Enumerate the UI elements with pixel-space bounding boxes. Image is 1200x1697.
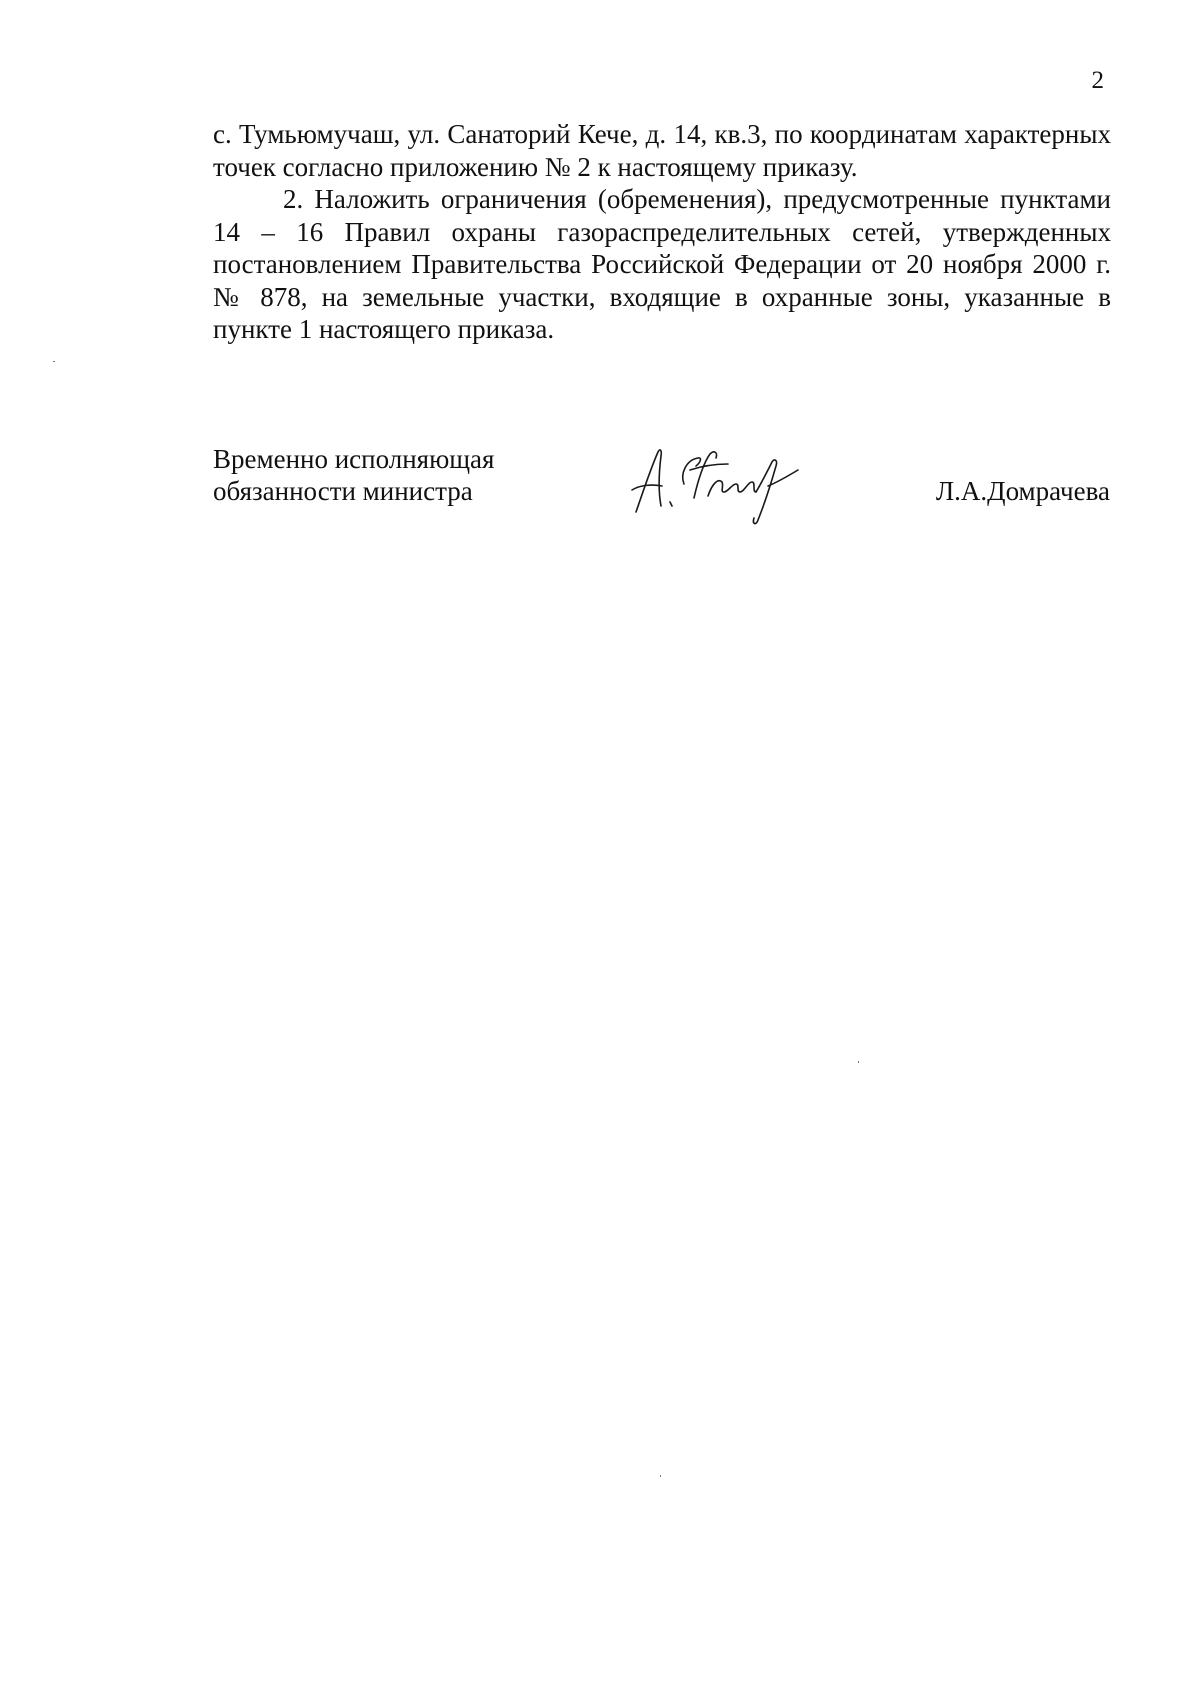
paragraph-restrictions: 2. Наложить ограничения (обременения), предусмотренные пунктами 14 – 16 Правил охраны газораспределительных сетей, утвержденных постановлением Правительства Российской Федерации от 20 ноября 2000 г. № 878, на земельные участки, входящие в охранные зоны, указанные в пункте 1 настоящего приказа. (213, 184, 1111, 344)
position-line-2: обязанности министра (213, 476, 473, 506)
paragraph-address: с. Тумьюмучаш, ул. Санаторий Кече, д. 14, кв.3, по координатам характерных точек согласно приложению № 2 к настоящему приказу. (213, 119, 1111, 182)
page-number: 2 (1091, 67, 1104, 94)
document-body (213, 118, 1111, 346)
signer-name: Л.А.Домрачева (935, 476, 1110, 506)
scan-speck (53, 361, 55, 362)
scan-speck (858, 1061, 859, 1063)
position-line-1: Временно исполняющая (213, 444, 495, 474)
handwritten-signature-icon (628, 440, 803, 530)
signatory-position (213, 443, 494, 507)
scan-speck (660, 1475, 661, 1477)
